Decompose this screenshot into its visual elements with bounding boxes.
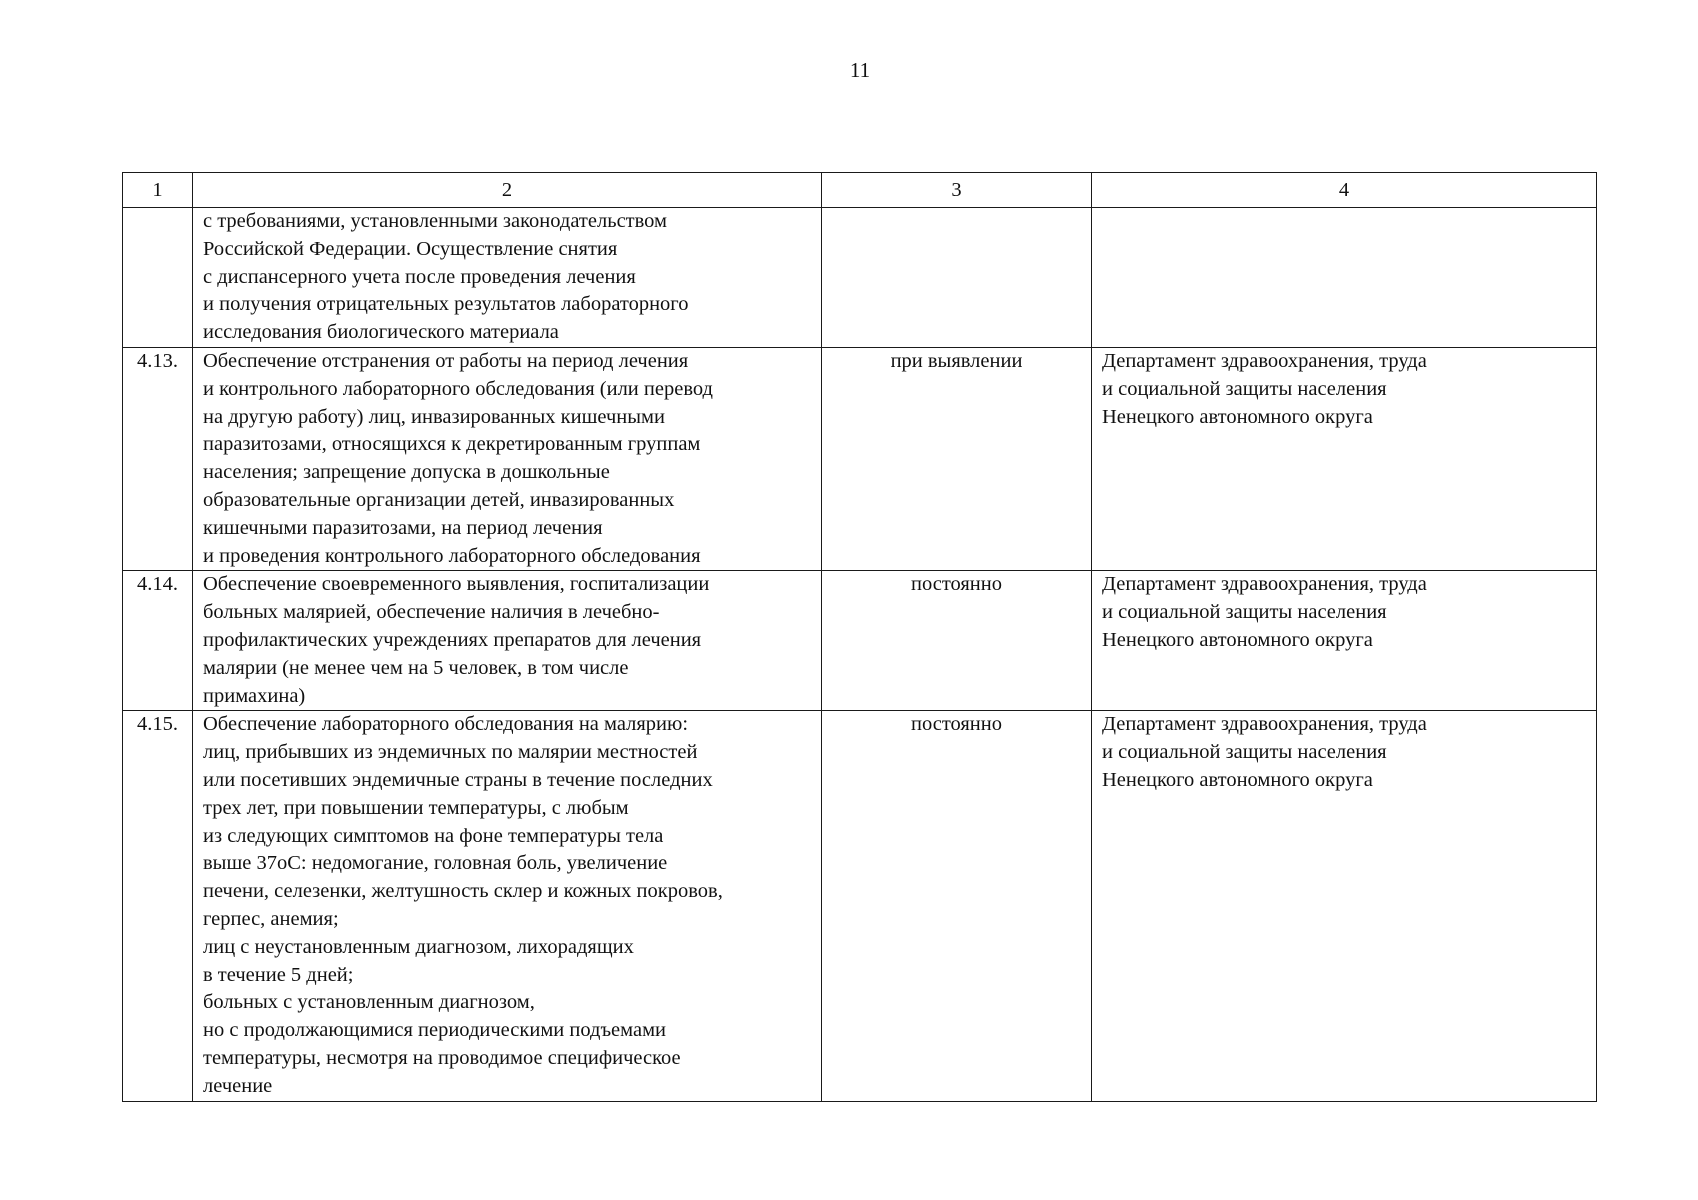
measure-cell (193, 208, 822, 348)
measure-text-line: Обеспечение отстранения от работы на период лечения (203, 349, 689, 372)
measure-text-line: примахина) (203, 684, 306, 707)
measure-text-line: на другую работу) лиц, инвазированных кишечными (203, 405, 665, 428)
measure-text-line: выше 37оС: недомогание, головная боль, увеличение (203, 852, 668, 875)
measure-cell (193, 711, 822, 1101)
header-row (123, 173, 1597, 208)
period-cell (822, 208, 1092, 348)
responsible-text-line: Ненецкого автономного округа (1102, 628, 1373, 651)
table-header (123, 173, 1597, 208)
measure-text-line: лиц с неустановленным диагнозом, лихорадящих (203, 935, 634, 958)
measure-text-line: трех лет, при повышении температуры, с любым (203, 796, 629, 819)
period-cell: постоянно (822, 571, 1092, 711)
period-cell: при выявлении (822, 347, 1092, 570)
table-row (123, 347, 1597, 570)
period-cell: постоянно (822, 711, 1092, 1101)
measure-text-line: профилактических учреждениях препаратов для лечения (203, 628, 702, 651)
responsible-text-line: Департамент здравоохранения, труда (1102, 349, 1427, 372)
header-col-3: 3 (822, 173, 1092, 208)
measure-text-line: и контрольного лабораторного обследования (или перевод (203, 377, 713, 400)
responsible-text-line: и социальной защиты населения (1102, 601, 1387, 624)
measure-text-line: и проведения контрольного лабораторного обследования (203, 544, 701, 567)
responsible-text-line: Ненецкого автономного округа (1102, 405, 1373, 428)
measure-text-line: температуры, несмотря на проводимое специфическое (203, 1046, 681, 1069)
measure-text-line: с требованиями, установленными законодательством (203, 210, 667, 232)
measure-cell (193, 571, 822, 711)
measure-text-line: малярии (не менее чем на 5 человек, в том числе (203, 656, 629, 679)
responsible-text-line: Ненецкого автономного округа (1102, 768, 1373, 791)
responsible-text-line: и социальной защиты населения (1102, 377, 1387, 400)
measure-text-line: лечение (203, 1074, 273, 1097)
responsible-cell (1092, 208, 1597, 348)
measure-text-line: или посетивших эндемичные страны в течение последних (203, 768, 713, 791)
item-number: 4.15. (123, 711, 193, 1101)
measure-text-line: больных с установленным диагнозом, (203, 991, 535, 1014)
table-row (123, 711, 1597, 1101)
measure-text-line: с диспансерного учета после проведения лечения (203, 265, 636, 288)
responsible-cell (1092, 711, 1597, 1101)
measure-text-line: из следующих симптомов на фоне температуры тела (203, 824, 664, 847)
item-number: 4.14. (123, 571, 193, 711)
measure-text-line: и получения отрицательных результатов лабораторного (203, 293, 689, 316)
responsible-text-line: Департамент здравоохранения, труда (1102, 573, 1427, 596)
measure-text-line: больных малярией, обеспечение наличия в лечебно- (203, 601, 660, 624)
header-col-2: 2 (193, 173, 822, 208)
responsible-text-line: Департамент здравоохранения, труда (1102, 713, 1427, 736)
measure-text-line: в течение 5 дней; (203, 963, 354, 986)
measure-text-line: населения; запрещение допуска в дошкольные (203, 461, 610, 484)
table-row (123, 208, 1597, 348)
measure-text-line: образовательные организации детей, инвазированных (203, 488, 675, 511)
responsible-text-line: и социальной защиты населения (1102, 741, 1387, 764)
measure-cell (193, 347, 822, 570)
measure-text-line: но с продолжающимися периодическими подъемами (203, 1019, 667, 1042)
measure-text-line: лиц, прибывших из эндемичных по малярии местностей (203, 741, 698, 764)
header-col-1: 1 (123, 173, 193, 208)
responsible-cell (1092, 347, 1597, 570)
measures-table (122, 172, 1597, 1102)
measure-text-line: паразитозами, относящихся к декретированным группам (203, 433, 701, 456)
measure-text-line: Обеспечение своевременного выявления, госпитализации (203, 573, 710, 596)
measure-text-line: кишечными паразитозами, на период лечения (203, 516, 603, 539)
table-body (123, 208, 1597, 1102)
measure-text-line: Обеспечение лабораторного обследования на малярию: (203, 713, 689, 736)
measure-text-line: печени, селезенки, желтушность склер и кожных покровов, (203, 880, 723, 903)
measure-text-line: герпес, анемия; (203, 907, 339, 930)
item-number: 4.13. (123, 347, 193, 570)
header-col-4: 4 (1092, 173, 1597, 208)
measure-text-line: Российской Федерации. Осуществление снятия (203, 237, 618, 260)
page-number: 11 (849, 58, 871, 82)
measure-text-line: исследования биологического материала (203, 321, 559, 344)
table-row (123, 571, 1597, 711)
item-number (123, 208, 193, 348)
responsible-cell (1092, 571, 1597, 711)
